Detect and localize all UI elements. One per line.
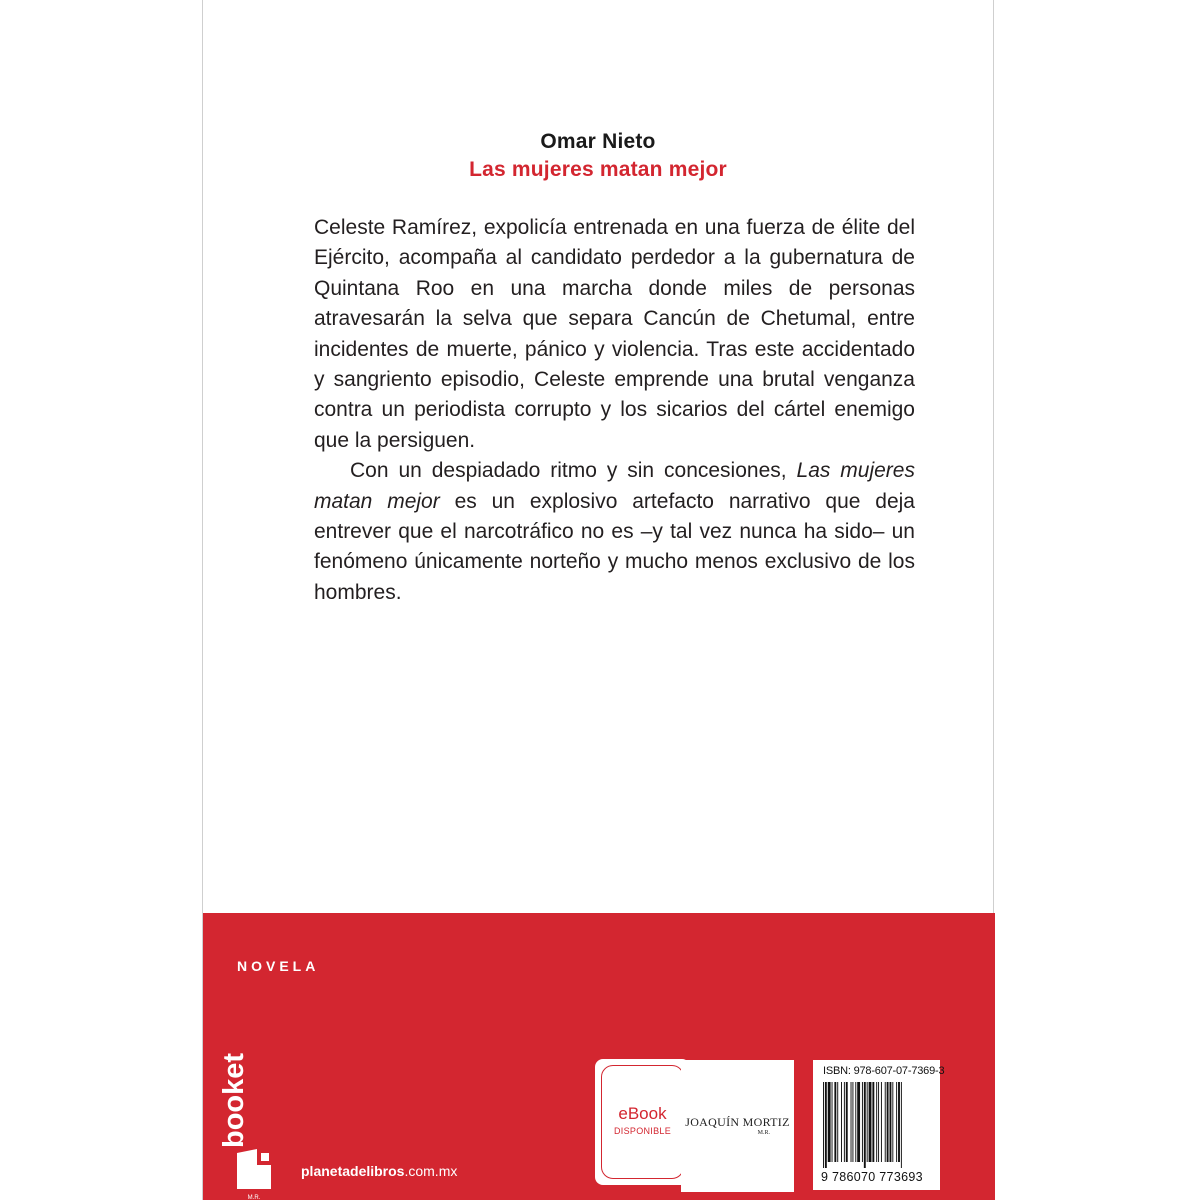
isbn-label: ISBN: 978-607-07-7369-3	[823, 1065, 945, 1077]
synopsis-paragraph-2-start: Con un despiadado ritmo y sin concesiones,	[350, 459, 797, 483]
barcode-bar	[857, 1082, 860, 1162]
website-bold: planetadelibros	[301, 1163, 405, 1179]
barcode-bar	[851, 1082, 852, 1162]
barcode-bar	[872, 1082, 874, 1162]
barcode-bar	[825, 1082, 827, 1168]
barcode-bar	[869, 1082, 872, 1162]
book-title: Las mujeres matan mejor	[469, 158, 727, 181]
barcode-bar	[898, 1082, 900, 1162]
barcode-bar	[896, 1082, 897, 1162]
back-cover	[202, 0, 994, 1200]
ebook-label: eBook	[618, 1104, 667, 1123]
barcode-icon	[821, 1082, 934, 1168]
barcode-bar	[834, 1082, 836, 1162]
synopsis-title-italic: Las mujeres matan mejor	[314, 459, 915, 513]
barcode-bar	[855, 1082, 856, 1162]
barcode-bar	[901, 1082, 902, 1168]
barcode-bar	[890, 1082, 892, 1162]
barcode-bar	[823, 1082, 824, 1168]
booket-logo-dot	[261, 1153, 269, 1161]
barcode-bar	[846, 1082, 848, 1162]
synopsis-paragraph-2	[314, 456, 915, 608]
barcode-digits: 9 786070 773693	[821, 1170, 923, 1184]
ebook-badge	[595, 1059, 690, 1185]
genre-label: NOVELA	[237, 958, 320, 974]
barcode-bar	[828, 1082, 831, 1162]
website-rest: .com.mx	[404, 1163, 458, 1179]
booket-logo-text: booket	[218, 1052, 250, 1148]
barcode-bar	[862, 1082, 863, 1162]
barcode-bar	[878, 1082, 879, 1162]
booket-mark: M.R.	[247, 1195, 261, 1201]
barcode-box	[813, 1060, 945, 1190]
booket-logo-icon	[218, 1052, 281, 1203]
publisher-logo	[681, 1060, 794, 1192]
barcode-bar	[837, 1082, 838, 1162]
barcode-bar	[841, 1082, 842, 1162]
synopsis-paragraph-2-end: es un explosivo artefacto narrativo que deja entrever que el narcotráfico no es –y tal vez nunca ha sido– un fenómeno únicamente norteño y mucho menos exclusivo de los hombres.	[314, 489, 915, 604]
ebook-available-label: DISPONIBLE	[613, 1126, 672, 1136]
barcode-bar	[885, 1082, 886, 1162]
red-band	[203, 913, 995, 1200]
ebook-badge-frame	[601, 1065, 684, 1179]
barcode-bar	[892, 1082, 893, 1162]
website	[301, 1163, 457, 1179]
barcode-bar	[864, 1082, 866, 1168]
synopsis-paragraph-1: Celeste Ramírez, expolicía entrenada en una fuerza de élite del Ejército, acompaña al candidato perdedor a la gubernatura de Quintana Roo en una marcha donde miles de personas atravesarán la selva que separa Cancún de Chetumal, entre incidentes de muerte, pánico y violencia. Tras este accidentado y sangriento episodio, Celeste emprende una brutal venganza contra un periodista corrupto y los sicarios del cártel enemigo que la persiguen.	[314, 216, 915, 452]
barcode-bar	[867, 1082, 868, 1162]
author-name: Omar Nieto	[540, 130, 656, 153]
publisher-mark: M.R.	[757, 1130, 770, 1136]
barcode-bar	[832, 1082, 833, 1162]
barcode-bar	[876, 1082, 877, 1162]
barcode-bar	[852, 1082, 853, 1162]
barcode-bar	[887, 1082, 889, 1162]
publisher-name: JOAQUÍN MORTIZ	[685, 1115, 790, 1129]
synopsis	[314, 213, 915, 608]
barcode-bar	[844, 1082, 845, 1162]
barcode-bar	[881, 1082, 882, 1162]
